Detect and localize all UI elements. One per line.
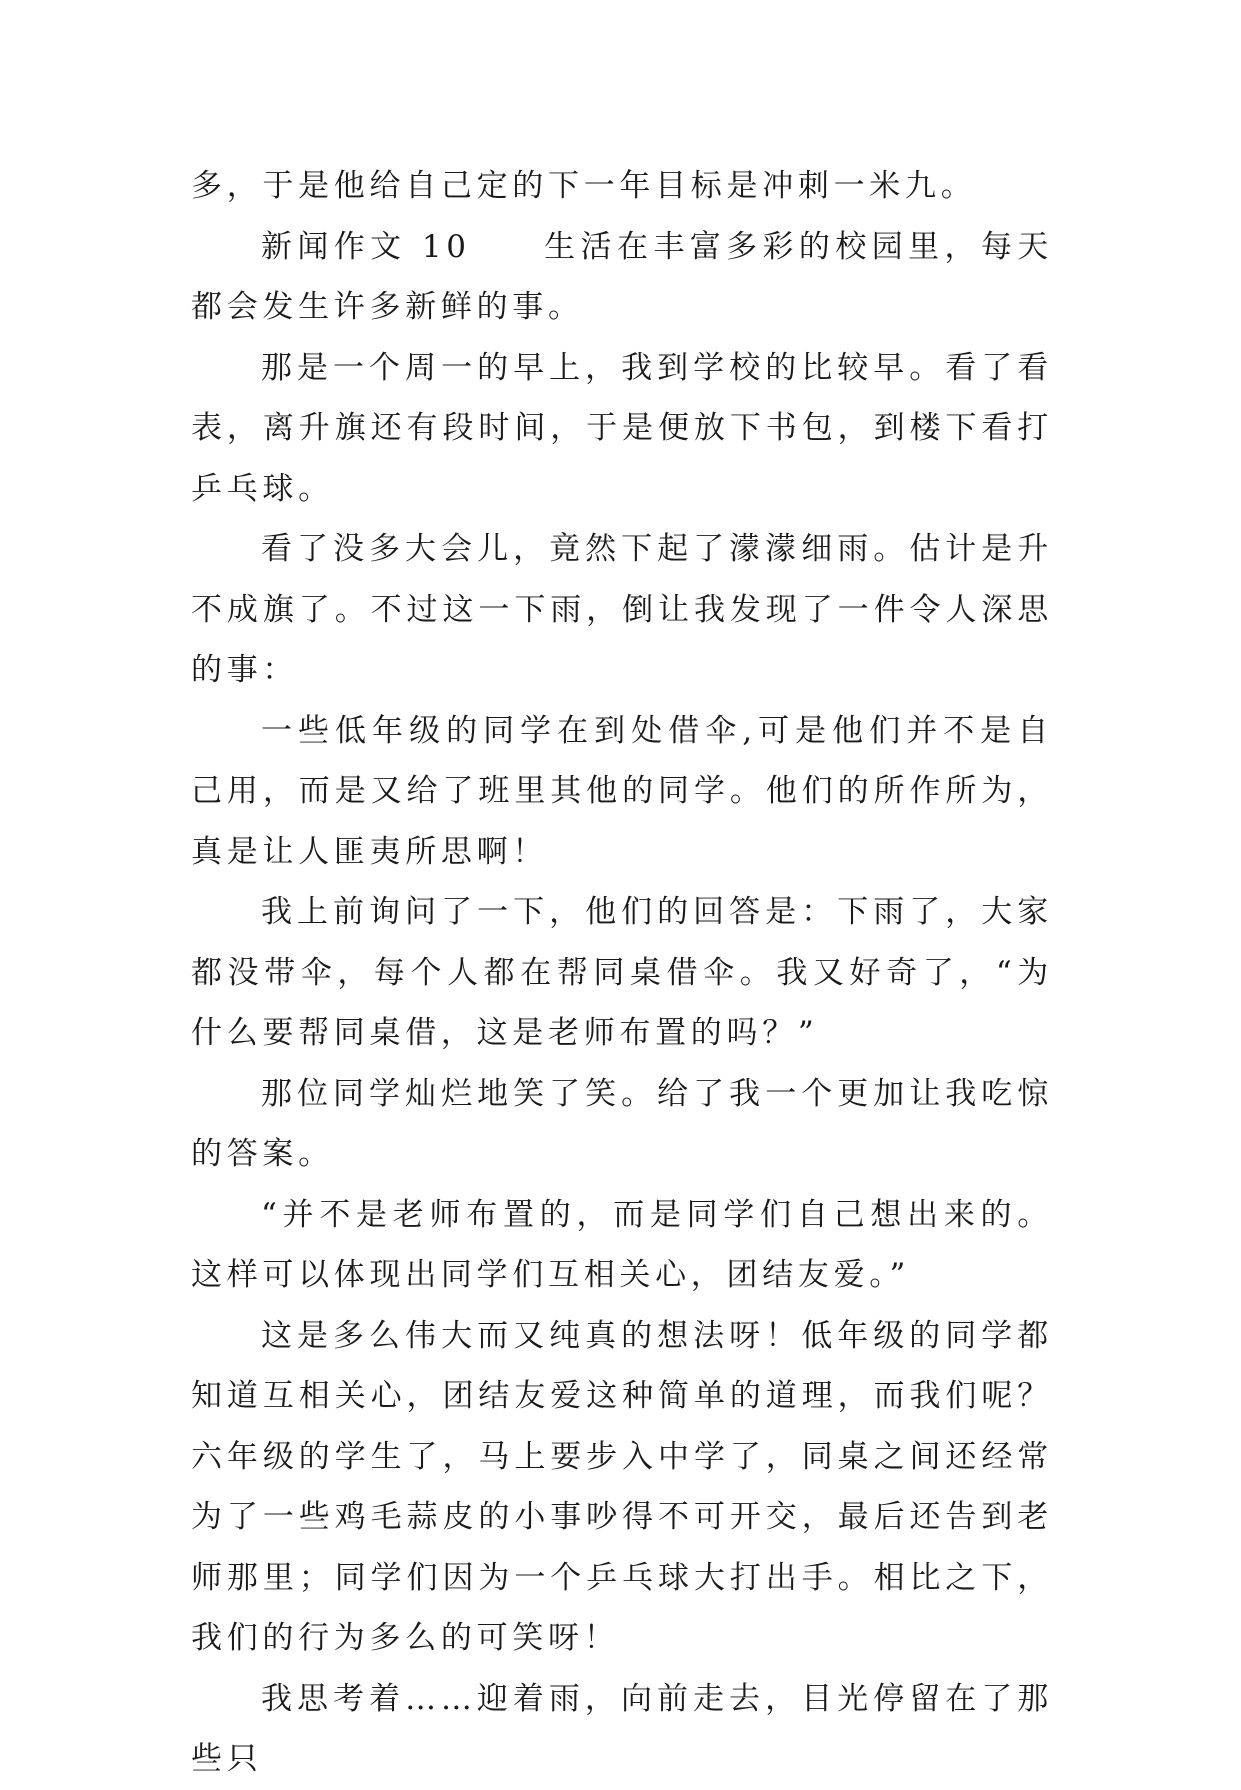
paragraph-9: 这是多么伟大而又纯真的想法呀！低年级的同学都知道互相关心，团结友爱这种简单的道理，而我们呢？六年级的学生了，马上要步入中学了，同桌之间还经常为了一些鸡毛蒜皮的小事吵得不可开交，最后还告到老师那里；同学们因为一个乒乓球大打出手。相比之下，我们的行为多么的可笑呀！ (191, 1317, 1053, 1656)
paragraph-8: “并不是老师布置的，而是同学们自己想出来的。这样可以体现出同学们互相关心，团结友爱。” (191, 1196, 1053, 1293)
article-body (191, 156, 1053, 1790)
paragraph-4: 看了没多大会儿，竟然下起了濛濛细雨。估计是升不成旗了。不过这一下雨，倒让我发现了一件令人深思的事： (191, 531, 1053, 688)
paragraph-5: 一些低年级的同学在到处借伞,可是他们并不是自己用，而是又给了班里其他的同学。他们的所作所为，真是让人匪夷所思啊！ (191, 712, 1053, 870)
paragraph-3: 那是一个周一的早上，我到学校的比较早。看了看表，离升旗还有段时间，于是便放下书包，到楼下看打乒乓球。 (191, 349, 1053, 507)
paragraph-10: 我思考着……迎着雨，向前走去，目光停留在了那些只 (191, 1680, 1053, 1777)
paragraph-6: 我上前询问了一下，他们的回答是：下雨了，大家都没带伞，每个人都在帮同桌借伞。我又好奇了，“为什么要帮同桌借，这是老师布置的吗？” (191, 894, 1053, 1051)
paragraph-7: 那位同学灿烂地笑了笑。给了我一个更加让我吃惊的答案。 (191, 1075, 1053, 1172)
paragraph-1: 多，于是他给自己定的下一年目标是冲刺一米九。 (191, 168, 977, 204)
paragraph-2: 新闻作文 10 生活在丰富多彩的校园里，每天都会发生许多新鲜的事。 (191, 228, 1053, 325)
